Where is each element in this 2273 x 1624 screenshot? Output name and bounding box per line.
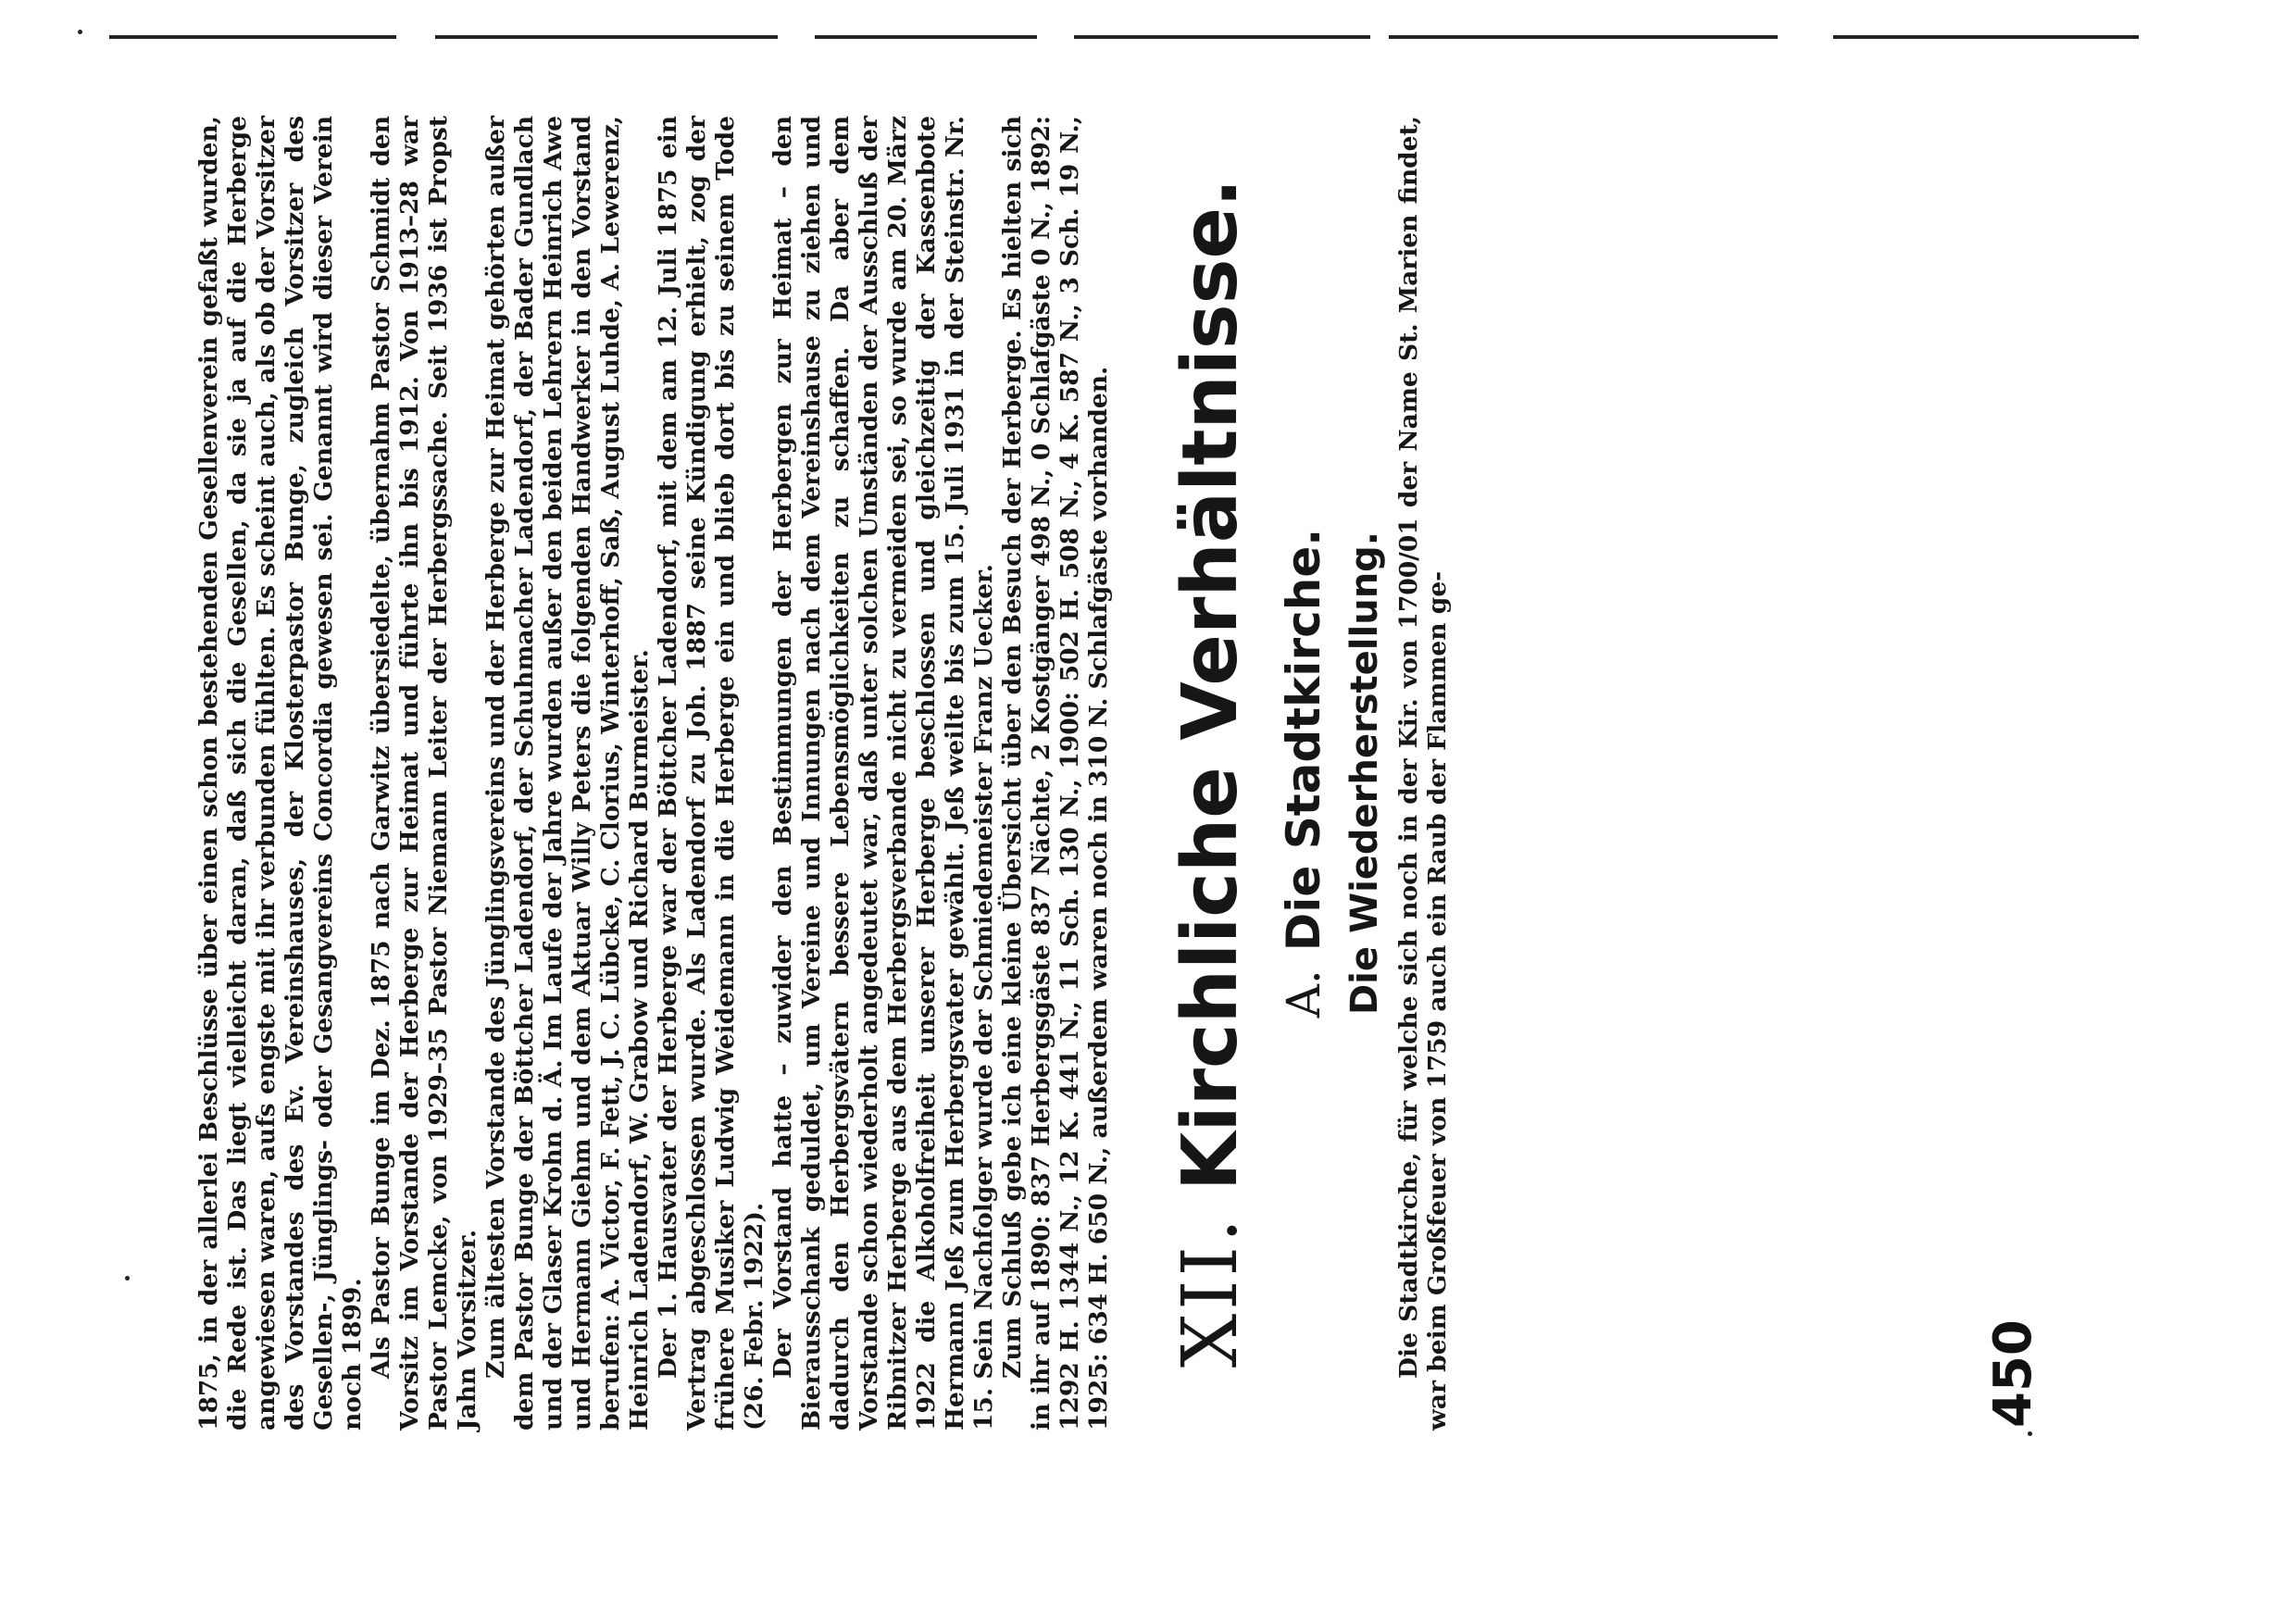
page-number: 450: [1983, 1319, 2043, 1428]
chapter-title-text: Kirchliche Verhältnisse.: [1167, 178, 1255, 1192]
paragraph: 1875, in der allerlei Beschlüsse über einen schon bestehenden Gesellenverein gefaßt wurden, die Rede ist. Das liegt vielleicht daran, daß sich die Gesellen, da sie ja auf die Herberge angewiesen waren, aufs engste mit ihr verbunden fühlten. Es scheint auch, als ob der Vorsitzer des Vorstandes des Ev. Vereinshauses, der Klosterpastor Bunge, zugleich Vorsitzer des Gesellen-, Jünglings- oder Gesangvereins Concordia gewesen sei. Genannt wird dieser Verein noch 1899.: [194, 116, 367, 1430]
scan-speck: [125, 1276, 130, 1280]
chapter-number: XII.: [1167, 1215, 1255, 1368]
paragraph: Der 1. Hausvater der Herberge war der Böttcher Ladendorf, mit dem am 12. Juli 1875 ein Vertrag abgeschlossen wurde. Als Ladendorf zu Joh. 1887 seine Kündigung erhielt, zog der frühere Musiker Ludwig Weidemann in die Herberge ein und blieb dort bis zu seinem Tode (26. Febr. 1922).: [654, 116, 768, 1430]
top-scan-line: [1833, 35, 2139, 39]
top-scan-line: [815, 35, 1037, 39]
paragraph: Der Vorstand hatte – zuwider den Bestimmungen der Herbergen zur Heimat – den Bierausschank geduldet, um Vereine und Innungen nach dem Vereinshause zu ziehen und dadurch den Herbergsvätern bessere Lebensmöglichkeiten zu schaffen. Da aber dem Vorstande schon wiederholt angedeutet war, daß unter solchen Umständen der Ausschluß der Ribnitzer Herberge aus dem Herbergsverbande nicht zu vermeiden sei, so wurde am 20. März 1922 die Alkoholfreiheit unserer Herberge beschlossen und gleichzeitig der Kassenbote Hermann Jeß zum Herbergsvater gewählt. Jeß weilte bis zum 15. Juli 1931 in der Steinstr. Nr. 15. Sein Nachfolger wurde der Schmiedemeister Franz Uecker.: [768, 116, 998, 1430]
section-letter: A.: [1277, 969, 1330, 1018]
paragraph: Zum Schluß gebe ich eine kleine Übersicht über den Besuch der Herberge. Es hielten sich in ihr auf 1890: 837 Herbergsgäste 837 Nächte, 2 Kostgänger 498 N., 0 Schlafgäste 0 N., 1892: 1292 H. 1344 N., 12 K. 441 N., 11 Sch. 130 N., 1900: 502 H. 508 N., 4 K. 587 N., 3 Sch. 19 N., 1925: 634 H. 650 N., außerdem waren noch in 310 N. Schlafgäste vorhanden.: [998, 116, 1113, 1430]
rotated-page: [194, 93, 2092, 1444]
chapter-title: [1167, 116, 1255, 1430]
text-column: [194, 116, 1452, 1430]
top-scan-line: [1389, 35, 1778, 39]
top-scan-line: [109, 35, 396, 39]
top-scan-line: [1074, 35, 1370, 39]
paragraph: Zum ältesten Vorstande des Jünglingsvereins und der Herberge zur Heimat gehörten außer dem Pastor Bunge der Böttcher Ladendorf, der Schuhmacher Ladendorf, der Bader Gundlach und der Glaser Krohn d. Ä. Im Laufe der Jahre wurden außer den beiden Lehrern Heinrich Awe und Hermann Giehm und dem Aktuar Willy Peters die folgenden Handwerker in den Vorstand berufen: A. Victor, F. Fett, J. C. Lübcke, C. Clorius, Winterhoff, Saß, August Luhde, A. Lewerenz, Heinrich Ladendorf, W. Grabow und Richard Burmeister.: [481, 116, 654, 1430]
top-scan-line: [435, 35, 778, 39]
paragraph: Als Pastor Bunge im Dez. 1875 nach Garwitz übersiedelte, übernahm Pastor Schmidt den Vorsitz im Vorstande der Herberge zur Heimat und führte ihn bis 1912. Von 1913–28 war Pastor Lemcke, von 1929–35 Pastor Niemann Leiter der Herbergssache. Seit 1936 ist Propst Jahn Vorsitzer.: [367, 116, 481, 1430]
subsection-heading: Die Wiederherstellung.: [1343, 531, 1386, 1016]
scan-speck: [78, 30, 82, 34]
paragraph: Die Stadtkirche, für welche sich noch in der Kir. von 1700/01 der Name St. Marien findet, war beim Großfeuer von 1759 auch ein Raub der Flammen ge-: [1394, 116, 1452, 1430]
section-heading: [1278, 116, 1330, 1430]
section-title: Die Stadtkirche.: [1277, 528, 1330, 952]
